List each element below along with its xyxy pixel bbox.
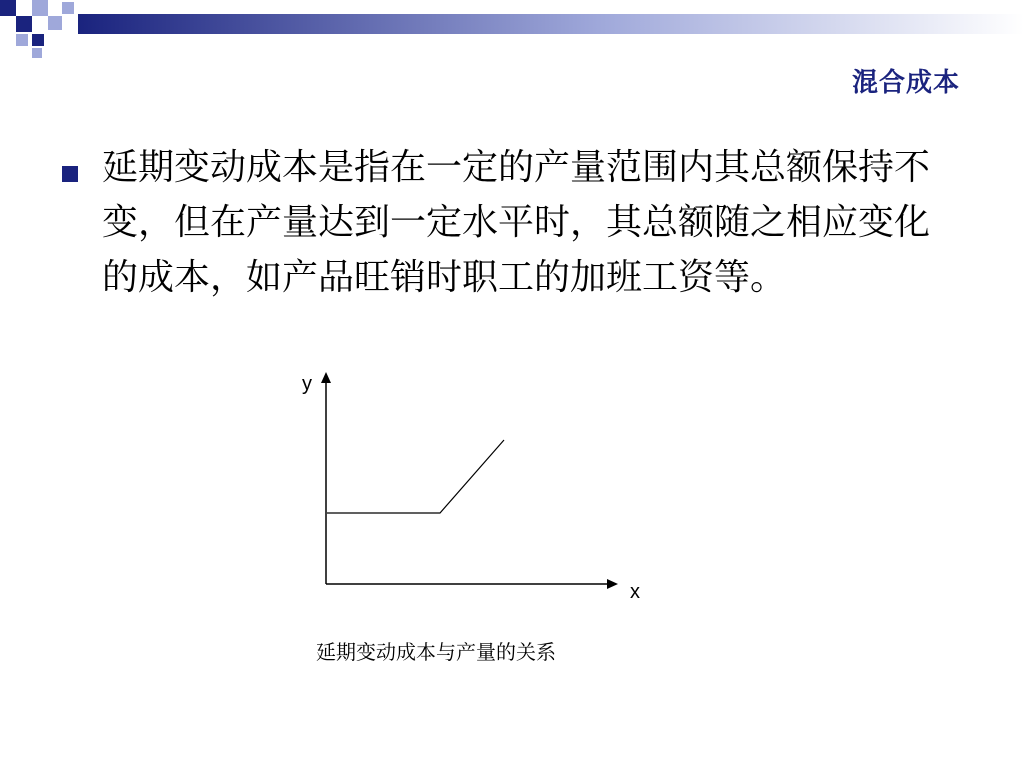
deco-square [16, 34, 28, 46]
deco-square [48, 16, 62, 30]
deco-square [16, 16, 32, 32]
y-axis-label: y [302, 373, 312, 395]
slide-title: 混合成本 [851, 68, 960, 98]
deco-square [32, 48, 42, 58]
deco-square [32, 0, 48, 16]
graph-caption: 延期变动成本与产量的关系 [316, 640, 556, 664]
x-axis-label: x [630, 581, 640, 603]
header-gradient-band [78, 14, 1024, 34]
deco-square [0, 0, 16, 16]
bullet-text: 延期变动成本是指在一定的产量范围内其总额保持不变，但在产量达到一定水平时，其总额随之相应变化的成本，如产品旺销时职工的加班工资等。 [102, 147, 931, 298]
cost-graph [290, 370, 670, 610]
deco-square [32, 34, 44, 46]
y-axis-arrow-icon [321, 372, 331, 383]
deco-square [62, 2, 74, 14]
bullet-square-icon [62, 166, 78, 182]
cost-line [327, 440, 504, 513]
x-axis-arrow-icon [607, 579, 618, 589]
